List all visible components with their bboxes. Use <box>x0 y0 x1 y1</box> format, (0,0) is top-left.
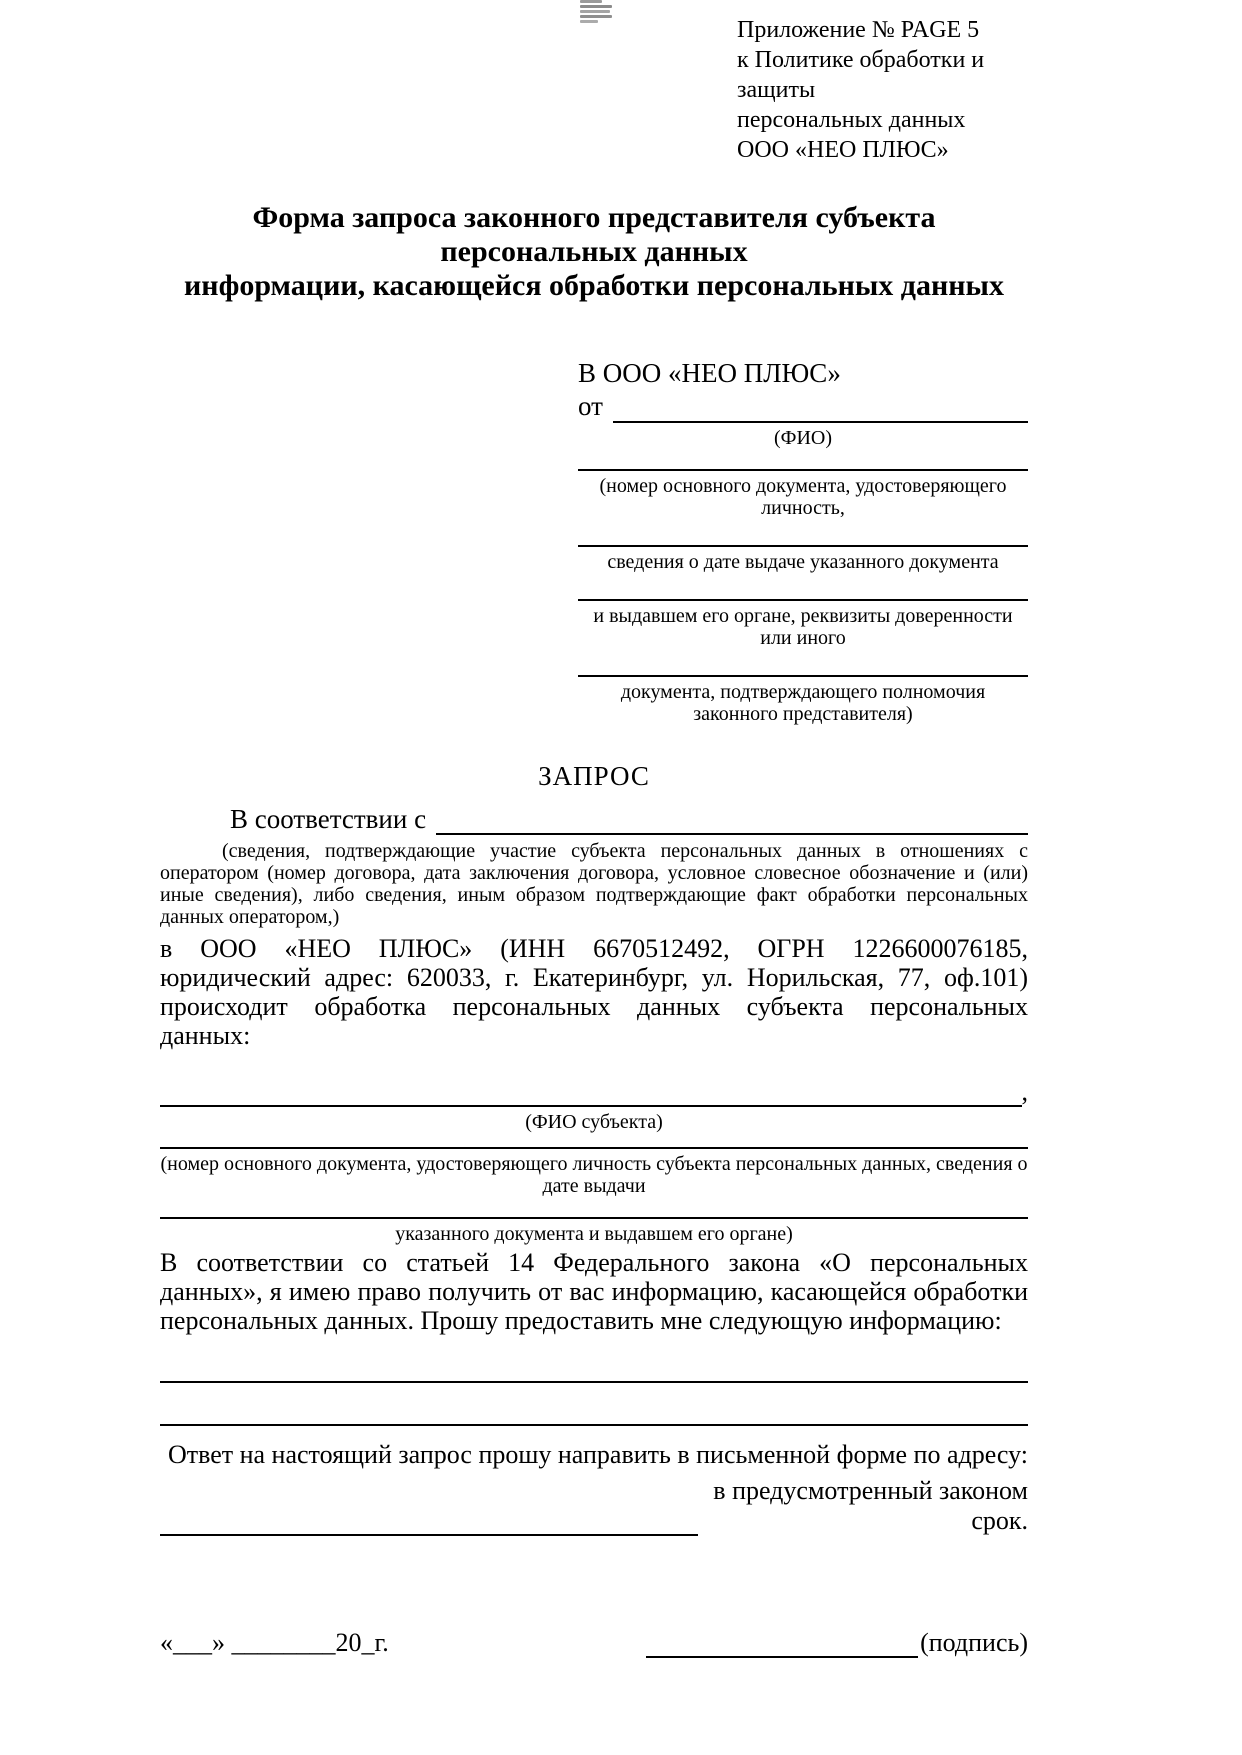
text-lines-artifact-icon <box>580 0 614 28</box>
subject-doc-blank-field-1 <box>160 1147 1028 1149</box>
addressee-from-line <box>578 390 1028 423</box>
document-header-row <box>160 0 1028 165</box>
operator-paragraph: в ООО «НЕО ПЛЮС» (ИНН 6670512492, ОГРН 1226600076185, юридический адрес: 620033, г. Екатеринбург, ул. Норильская, 77, оф.101) происходит обработка персональных данных субъекта персональных данных: <box>160 934 1028 1050</box>
intro-label: В соответствии с <box>230 804 427 834</box>
from-name-blank-field <box>613 393 1028 423</box>
date-blank-line: «___» ________20_г. <box>160 1628 389 1657</box>
representative-doc-caption-2: сведения о дате выдаче указанного документа <box>607 551 999 573</box>
reply-address-line-row <box>160 1476 1028 1536</box>
request-heading: ЗАПРОС <box>538 761 650 791</box>
appendix-header-block <box>737 15 1028 165</box>
policy-reference-line2: персональных данных <box>737 107 966 133</box>
appendix-number-line: Приложение № PAGE 5 <box>737 17 980 43</box>
representative-doc-caption-4: документа, подтверждающего полномочия законного представителя) <box>620 681 986 725</box>
reply-deadline-text: в предусмотренный законом срок. <box>713 1476 1028 1535</box>
signature-caption: (подпись) <box>920 1628 1028 1657</box>
intro-blank-field <box>436 805 1028 835</box>
signature-blank-field <box>646 1630 918 1658</box>
addressee-block <box>578 357 1028 725</box>
subject-doc-caption-1: (номер основного документа, удостоверяющего личность субъекта персональных данных, сведения о дате выдачи <box>160 1153 1028 1197</box>
subject-fio-line-row <box>160 1077 1028 1107</box>
from-label: от <box>578 391 603 421</box>
policy-reference-line1: к Политике обработки и защиты <box>737 47 985 103</box>
representative-doc-blank-field-3 <box>578 599 1028 601</box>
document-title-line2: информации, касающейся обработки персональных данных <box>184 269 1004 302</box>
subject-doc-blank-field-2 <box>160 1217 1028 1219</box>
document-title <box>160 201 1028 303</box>
representative-doc-blank-field-4 <box>578 675 1028 677</box>
requested-info-blank-field-1 <box>160 1381 1028 1383</box>
subject-fio-blank-field <box>160 1079 1022 1107</box>
reply-address-paragraph: Ответ на настоящий запрос прошу направить в письменной форме по адресу: <box>167 1440 1028 1469</box>
request-intro-line <box>160 804 1028 835</box>
subject-fio-caption: (ФИО субъекта) <box>525 1111 663 1133</box>
reply-address-blank-field <box>160 1508 698 1536</box>
representative-doc-blank-field-1 <box>578 469 1028 471</box>
intro-caption: (сведения, подтверждающие участие субъекта персональных данных в отношениях с оператором (номер договора, дата заключения договора, условное словесное обозначение и (или) иные сведения), либо сведения, иным образом подтверждающие факт обработки персональных данных оператором,) <box>160 840 1028 928</box>
requested-info-blank-field-2 <box>160 1424 1028 1426</box>
representative-doc-blank-field-2 <box>578 545 1028 547</box>
document-title-line1: Форма запроса законного представителя субъекта персональных данных <box>252 201 936 268</box>
addressee-to-line: В ООО «НЕО ПЛЮС» <box>578 358 841 388</box>
subject-fio-trailing-comma: , <box>1021 1077 1028 1106</box>
fio-caption: (ФИО) <box>773 427 832 449</box>
representative-doc-caption-1: (номер основного документа, удостоверяющего личность, <box>599 475 1007 519</box>
representative-doc-caption-3: и выдавшем его органе, реквизиты доверенности или иного <box>593 605 1013 649</box>
signature-row <box>160 1628 1028 1658</box>
law-paragraph: В соответствии со статьей 14 Федерального закона «О персональных данных», я имею право получить от вас информацию, касающейся обработки персональных данных. Прошу предоставить мне следующую информацию: <box>160 1248 1028 1335</box>
company-name: ООО «НЕО ПЛЮС» <box>737 137 949 163</box>
signature-group <box>646 1628 1028 1658</box>
subject-doc-caption-2: указанного документа и выдавшем его органе) <box>395 1223 793 1245</box>
document-content <box>160 0 1028 1658</box>
